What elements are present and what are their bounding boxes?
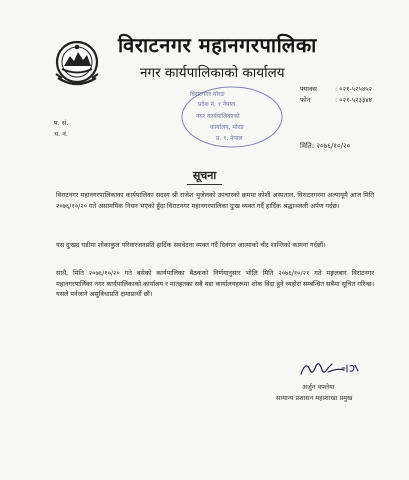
notice-heading-text: सूचना xyxy=(187,168,222,185)
notice-paragraph-1: विराटनगर महानगरपालिकाका कार्यपालिका सदस्य श्री राजेश भुजेलको उपचारको क्रममा कोशी अस्पताल, विराटनगरमा अल्पायूमै आज मिति २०७६/१०/२० गते असामयिक निधन भएको हुँदा विराटनगर महानगरपालिका दुःख व्यक्त गर्दै हार्दिक श्रद्धाञ्जली अर्पण गर्दछ। xyxy=(56,191,374,210)
letter-number-label: प. सं. xyxy=(54,119,69,127)
fax-value: : ०२१-५२५४५२ xyxy=(335,85,373,93)
notice-paragraph-3: साथै, मिति २०७६/१०/२० गते बसेको कार्यपालिका बैठकको निर्णयानुसार भोलि मिति २०७६/१०/२१ गते मङ्गलबार विराटनगर महानगरपालिका नगर कार्यपालिकाको कार्यालय र मातहतका सबै वडा कार्यालयहरूमा शोक विदा हुने व्यहोरा सम्बन्धित सबैमा सूचित गरिन्छ। यसले पर्नजाने असुविधाप्रति क्षमाप्रार्थी छौं। xyxy=(56,269,374,298)
stamp-line-3: नगर कार्यपालिकाको xyxy=(196,113,240,120)
signatory-designation: सामान्य प्रशासन महाशाखा प्रमुख xyxy=(276,394,353,402)
stamp-line-2: प्रदेश नं. १ नेपाल xyxy=(198,101,236,108)
handwritten-signature xyxy=(298,356,360,380)
municipality-emblem-icon xyxy=(52,38,102,90)
notice-heading xyxy=(0,168,409,185)
office-subtitle: नगर कार्यपालिकाको कार्यालय xyxy=(140,65,285,81)
reference-block xyxy=(54,118,68,140)
notice-paragraph-2: यस दुःखद घडीमा शोकाकुल परिवारजनप्रति हार्दिक समवेदना व्यक्त गर्दै दिवंगत आत्माको चीर शान्तिको कामना गर्दछौं। xyxy=(56,241,326,249)
phone-label: फोन xyxy=(300,96,311,104)
dispatch-number-label: च. नं. xyxy=(54,130,68,138)
stamp-line-1: विराटनगर मोरङ xyxy=(190,91,225,98)
phone-row xyxy=(300,95,372,106)
office-stamp xyxy=(176,82,288,152)
phone-value: : ०२१-५२३३४४ xyxy=(335,96,373,104)
document-date: मिति: २०७६/१०/२० xyxy=(300,142,351,150)
contact-block xyxy=(300,84,372,106)
stamp-line-5: प्र. १, नेपाल xyxy=(216,135,243,142)
fax-row xyxy=(300,84,372,95)
fax-label: फ्याक्स xyxy=(300,85,317,93)
signatory-name: अर्जुन वफ्लेया xyxy=(302,383,335,391)
page-title: विराटनगर महानगरपालिका xyxy=(118,33,317,57)
stamp-line-4: कार्यालय, मोरङ xyxy=(210,124,244,131)
